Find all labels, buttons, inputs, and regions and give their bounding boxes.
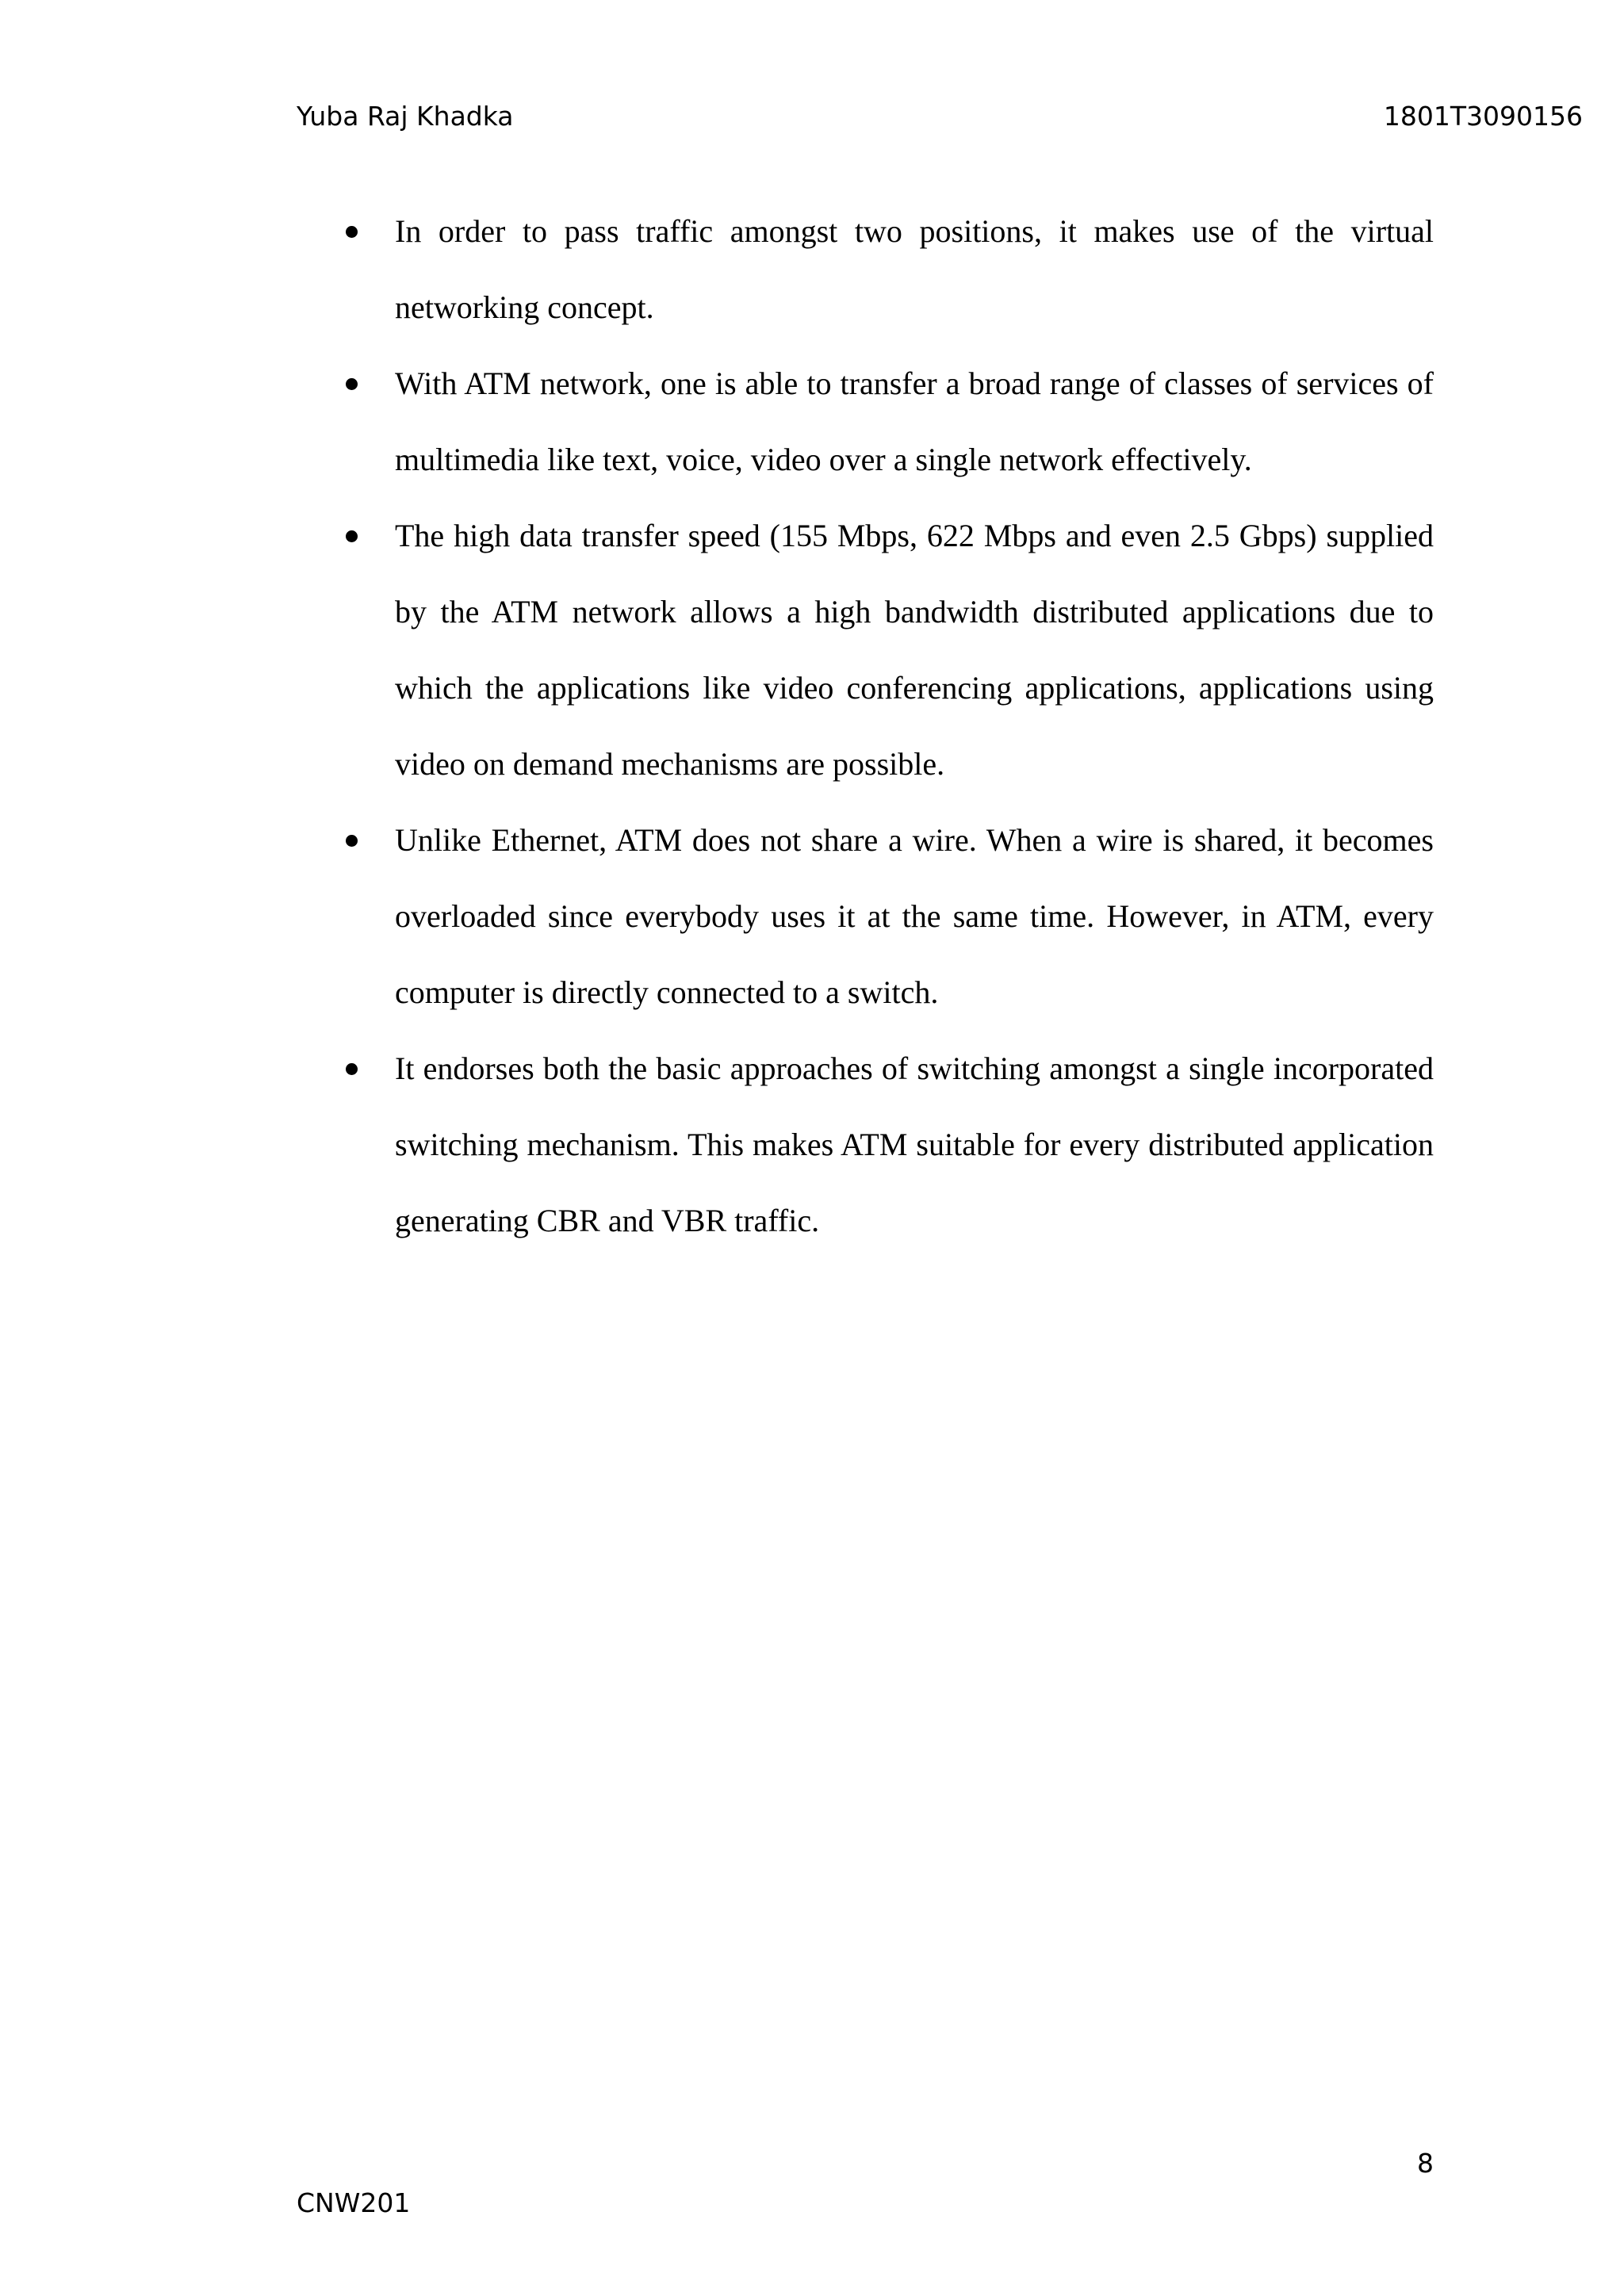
list-item-text: With ATM network, one is able to transfer a broad range of classes of services of multimedia like text, voice, video over a single network effectively. <box>395 365 1434 477</box>
bullet-icon <box>346 530 358 542</box>
list-item-text: Unlike Ethernet, ATM does not share a wire. When a wire is shared, it becomes overloaded since everybody uses it at the same time. However, in ATM, every computer is directly connected to a switch. <box>395 822 1434 1010</box>
list-item-text: It endorses both the basic approaches of switching amongst a single incorporated switching mechanism. This makes ATM suitable for every distributed application generating CBR and VBR traffic. <box>395 1050 1434 1238</box>
course-code: CNW201 <box>297 2187 411 2218</box>
bullet-list <box>343 193 1434 1259</box>
list-item <box>343 498 1434 802</box>
author-name: Yuba Raj Khadka <box>297 101 514 132</box>
list-item <box>343 802 1434 1031</box>
bullet-icon <box>346 378 358 390</box>
list-item <box>343 346 1434 498</box>
list-item <box>343 193 1434 346</box>
student-id: 1801T3090156 <box>1383 101 1583 132</box>
bullet-icon <box>346 226 358 238</box>
bullet-icon <box>346 1063 358 1075</box>
list-item <box>343 1031 1434 1259</box>
list-item-text: The high data transfer speed (155 Mbps, 622 Mbps and even 2.5 Gbps) supplied by the ATM network allows a high bandwidth distributed applications due to which the applications like video conferencing applications, applications using video on demand mechanisms are possible. <box>395 518 1434 782</box>
bullet-icon <box>346 835 358 847</box>
list-item-text: In order to pass traffic amongst two positions, it makes use of the virtual networking concept. <box>395 213 1434 325</box>
page-number: 8 <box>1417 2148 1434 2179</box>
